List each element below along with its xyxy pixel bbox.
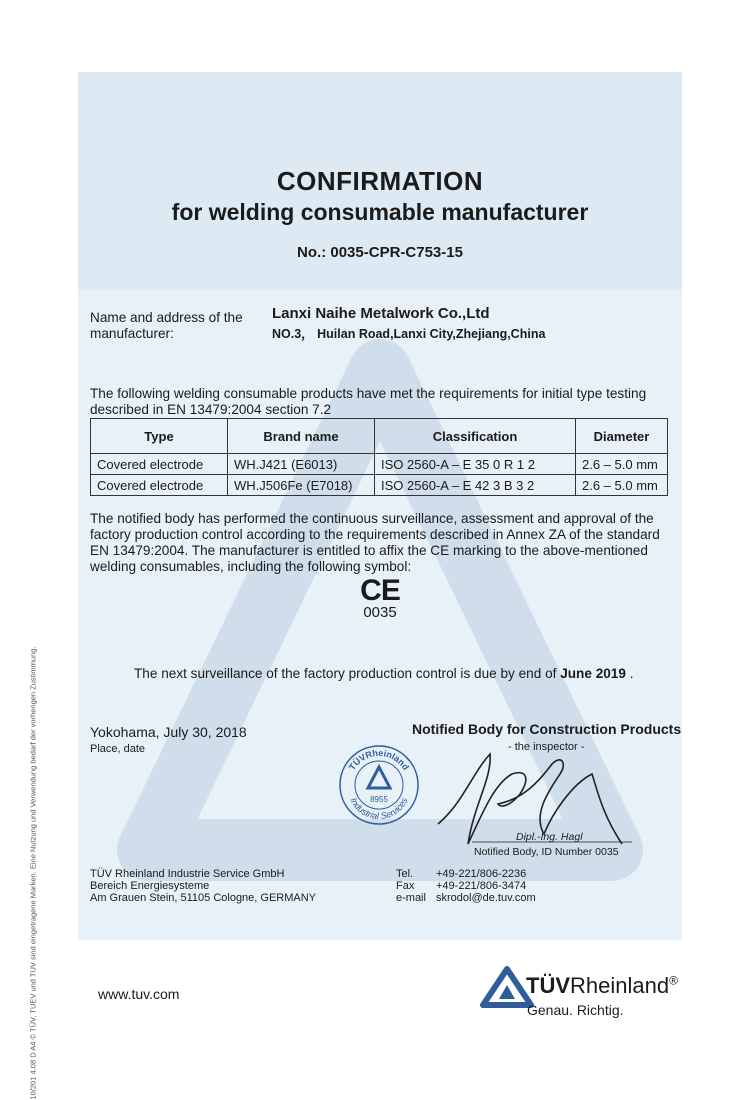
table-row <box>91 454 668 475</box>
signatory-name: Dipl.-Ing. Hagl <box>516 831 583 843</box>
email-value[interactable]: skrodol@de.tuv.com <box>436 892 536 904</box>
document-number: No.: 0035-CPR-C753-15 <box>297 244 463 261</box>
seal-top-text: TÜVRheinland <box>346 747 412 772</box>
signatory-id: Notified Body, ID Number 0035 <box>474 846 619 858</box>
seal-number: 8955 <box>370 795 388 804</box>
website-link[interactable]: www.tuv.com <box>98 986 180 1002</box>
surveillance-date: June 2019 <box>560 666 626 681</box>
document-title: CONFIRMATION <box>276 166 484 196</box>
inspector-label: - the inspector - <box>508 741 585 753</box>
statement-line-3: EN 13479:2004. The manufacturer is entitled to affix the CE marking to the above-mentioned <box>90 543 648 558</box>
intro-line-2: described in EN 13479:2004 section 7.2 <box>90 402 332 417</box>
column-header-type: Type <box>91 419 228 454</box>
seal-bottom-text: Industrial Services <box>348 796 410 822</box>
statement-line-2: factory production control according to the requirements described in Annex ZA of the standard <box>90 527 660 542</box>
email-label: e-mail <box>396 892 426 904</box>
products-table <box>90 418 668 496</box>
cell-diameter: 2.6 – 5.0 mm <box>576 454 668 475</box>
tel-value: +49-221/806-2236 <box>436 868 527 880</box>
intro-line-1: The following welding consumable products have met the requirements for initial type testing <box>90 386 647 401</box>
ce-mark: CE <box>360 574 400 607</box>
manufacturer-address: NO.3， Huilan Road,Lanxi City,Zhejiang,China <box>272 327 546 341</box>
table-header-row <box>91 419 668 454</box>
cell-brand: WH.J421 (E6013) <box>228 454 375 475</box>
tuv-seal-stamp <box>338 744 420 826</box>
brand-slogan: Genau. Richtig. <box>527 1002 624 1018</box>
side-legal-text: 10/201 4.08 D A4 © TÜV, TUEV und TUV sind eingetragene Marken. Eine Nutzung und Verwendung bedarf der vorherigen Zustimmung. <box>28 646 38 1100</box>
cell-classification: ISO 2560-A – E 42 3 B 3 2 <box>375 475 576 496</box>
column-header-classification: Classification <box>375 419 576 454</box>
company-line-1: TÜV Rheinland Industrie Service GmbH <box>90 868 285 880</box>
surveillance-note <box>134 666 634 682</box>
notified-body-title: Notified Body for Construction Products <box>412 721 682 737</box>
brand-regular: Rheinland <box>570 973 670 998</box>
column-header-diameter: Diameter <box>576 419 668 454</box>
statement-line-1: The notified body has performed the continuous surveillance, assessment and approval of the <box>90 511 654 526</box>
manufacturer-label-line2: manufacturer: <box>90 326 174 341</box>
ce-notified-body-number: 0035 <box>363 604 397 621</box>
fax-label: Fax <box>396 880 415 892</box>
manufacturer-name: Lanxi Naihe Metalwork Co.,Ltd <box>272 305 490 322</box>
tel-label: Tel. <box>396 868 414 880</box>
cell-type: Covered electrode <box>91 454 228 475</box>
surveillance-end: . <box>629 666 634 681</box>
place-date: Yokohama, July 30, 2018 <box>90 724 247 740</box>
surveillance-text: The next surveillance of the factory production control is due by end of <box>134 666 557 681</box>
brand-bold: TÜV <box>526 973 570 998</box>
cell-diameter: 2.6 – 5.0 mm <box>576 475 668 496</box>
brand-name <box>526 973 678 999</box>
cell-classification: ISO 2560-A – E 35 0 R 1 2 <box>375 454 576 475</box>
cell-brand: WH.J506Fe (E7018) <box>228 475 375 496</box>
fax-value: +49-221/806-3474 <box>436 880 527 892</box>
company-line-2: Bereich Energiesysteme <box>90 880 210 892</box>
manufacturer-label-line1: Name and address of the <box>90 310 243 325</box>
document-subtitle: for welding consumable manufacturer <box>171 199 589 225</box>
place-date-label: Place, date <box>90 743 146 755</box>
statement-line-4: welding consumables, including the following symbol: <box>90 559 412 574</box>
brand-registered-mark: ® <box>669 973 678 988</box>
cell-type: Covered electrode <box>91 475 228 496</box>
column-header-brand: Brand name <box>228 419 375 454</box>
company-line-3: Am Grauen Stein, 51105 Cologne, GERMANY <box>90 892 317 904</box>
table-row <box>91 475 668 496</box>
